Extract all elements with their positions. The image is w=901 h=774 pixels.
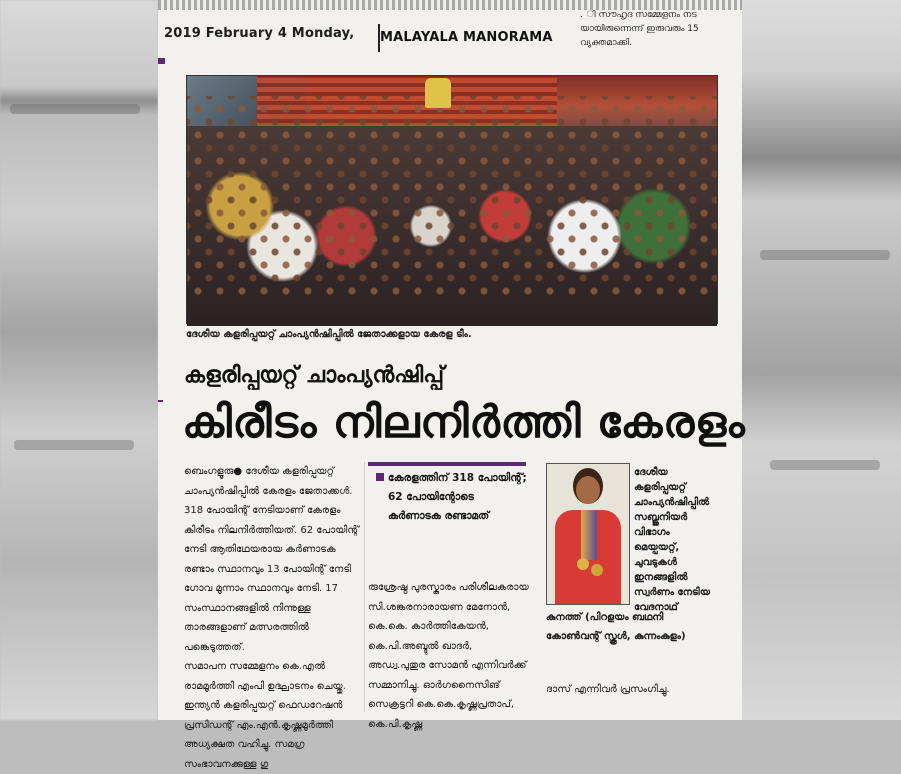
team-heads	[187, 96, 717, 296]
article-headline: കിരീടം നിലനിർത്തി കേരളം	[182, 397, 746, 448]
article-closing-line: ദാസ് എന്നിവർ പ്രസംഗിച്ചു.	[546, 684, 670, 695]
masthead: MALAYALA MANORAMA	[380, 30, 553, 45]
paragraph: ഇന്ത്യൻ കളരിപ്പയറ്റ് ഫെഡറേഷൻ പ്രസിഡന്റ് എം.എൻ.കൃഷ്ണമൂർത്തി അധ്യക്ഷത വഹിച്ചു. സമഗ്ര സംഭാവനക്കുള്ള ഗു	[184, 700, 343, 770]
article-column-3: കുനത്ത് (പിറളയം ബഥനി കോൺവന്റ് സ്കൂൾ, കുന്നംകുളം)	[546, 612, 686, 642]
date-line: 2019 February 4 Monday,	[164, 26, 355, 41]
bullet-icon	[376, 473, 384, 481]
pullquote: കേരളത്തിന് 318 പോയിന്റ്; 62 പോയിന്റോടെ കർണാടക രണ്ടാമത്	[388, 472, 527, 522]
athlete-portrait	[546, 463, 630, 605]
article-column-1	[184, 462, 362, 774]
medal-ribbon	[581, 510, 597, 560]
medal-icon	[591, 564, 603, 576]
paragraph: സമാപന സമ്മേളനം കെ.എൽ രാമമൂർത്തി എംപി ഉദ്ഘാടനം ചെയ്തു.	[184, 661, 346, 692]
portrait-caption: ദേശീയ കളരിപ്പയറ്റ് ചാംപ്യൻഷിപ്പിൽ സബ്ജൂനിയർ വിഭാഗം മെയ്പയറ്റ്, ചുവടുകൾ ഇനങ്ങളിൽ സ്വർണം നേടിയ വേദനാഥ്	[634, 467, 710, 613]
blurred-background-right	[742, 0, 901, 720]
trophy-icon	[425, 78, 451, 108]
column-divider	[364, 462, 365, 712]
article-kicker: കളരിപ്പയറ്റ് ചാംപ്യൻഷിപ്പ്	[184, 363, 444, 388]
medal-icon	[577, 558, 589, 570]
team-photo	[186, 75, 718, 324]
blurred-text-line	[770, 460, 880, 470]
pullquote-bar	[368, 462, 526, 466]
paragraph: ബെംഗളൂരു● ദേശീയ കളരിപ്പയറ്റ് ചാംപ്യൻഷിപ്പിൽ കേരളം ജേതാക്കൾ. 318 പോയിന്റ് നേടിയാണ് കേരളം കിരീടം നിലനിർത്തിയത്. 62 പോയിന്റ് നേടി ആതിഥേയരായ കർണാടക രണ്ടാം സ്ഥാനവും 13 പോയിന്റ് നേടി ഗോവ മൂന്നാം സ്ഥാനവും നേടി. 17 സംസ്ഥാനങ്ങളിൽ നിന്നുള്ള താരങ്ങളാണ് മത്സരത്തിൽ പങ്കെടുത്തത്.	[184, 466, 359, 653]
blurred-text-line	[760, 250, 890, 260]
article-column-2: രുശ്രേഷ്ഠ പുരസ്കാരം പരിശീലകരായ സി.ശങ്കരനാരായണ മേനോൻ, കെ.കെ. കാർത്തികേയൻ, കെ.പി.അബ്ദുൽ ഖാദർ, അഡ്വ.പുതുര സോമൻ എന്നിവർക്ക് സമ്മാനിച്ചു. ഓർഗനൈസിങ് സെക്രട്ടറി കെ.കെ.കൃഷ്ണപ്രതാപ്, കെ.പി.കൃഷ്ണ	[368, 582, 529, 730]
blurred-text-line	[14, 440, 134, 450]
newspaper-clipping	[158, 0, 746, 770]
blurred-text-line	[10, 104, 140, 114]
margin-marker	[158, 58, 165, 64]
photo-caption: ദേശീയ കളരിപ്പയറ്റ് ചാംപ്യൻഷിപ്പിൽ ജേതാക്കളായ കേരള ടീം.	[186, 329, 472, 340]
margin-marker	[158, 400, 163, 402]
portrait-face	[576, 476, 600, 504]
top-snippet: . ി സൗഹൃദ സമ്മേളനം നട യായിരുന്നെന്ന് ഇരുവരും 15 വ്യക്തമാക്കി.	[580, 10, 699, 48]
